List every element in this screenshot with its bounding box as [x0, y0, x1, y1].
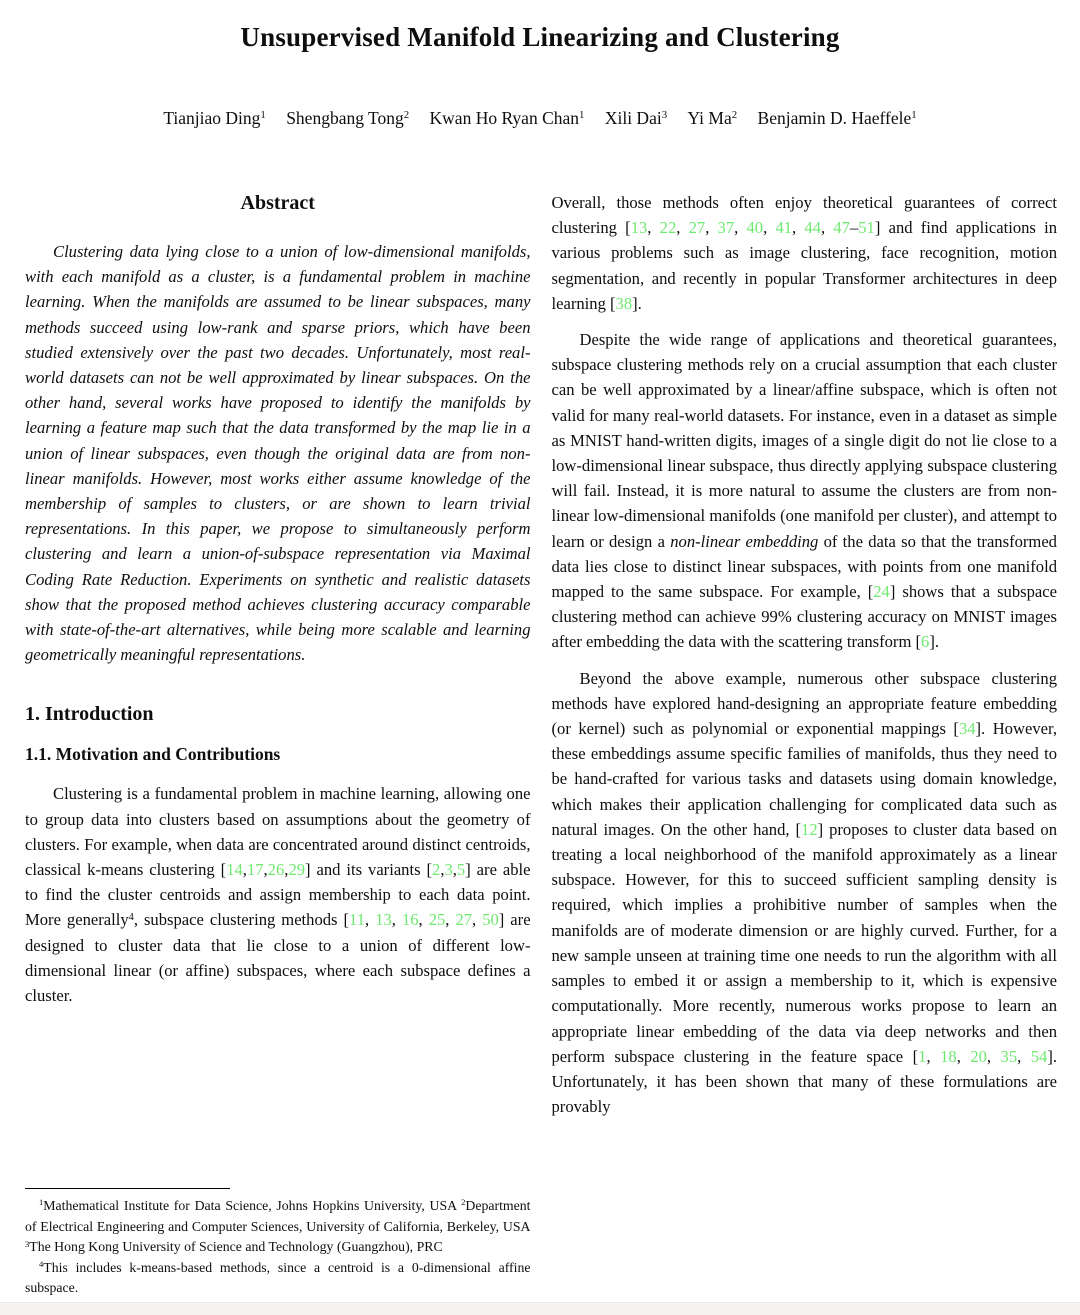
text-run: , — [365, 910, 376, 930]
citation-link[interactable]: 3 — [444, 860, 453, 880]
citation-link[interactable]: 25 — [428, 910, 446, 930]
intro-paragraph — [25, 781, 531, 1008]
citation-link[interactable]: 51 — [858, 218, 875, 238]
text-run: , — [284, 860, 289, 880]
citation-link[interactable]: 47 — [833, 218, 850, 238]
text-run: , — [763, 218, 776, 238]
footnote-rule — [25, 1188, 230, 1189]
citation-link[interactable]: 22 — [659, 218, 677, 238]
citation-link[interactable]: 11 — [349, 910, 366, 930]
citation-link[interactable]: 12 — [801, 819, 818, 839]
citation-link[interactable]: 54 — [1030, 1046, 1048, 1066]
citation-link[interactable]: 44 — [804, 218, 821, 238]
superscript-marker: 1 — [39, 1197, 44, 1208]
citation-link[interactable]: 5 — [456, 860, 466, 880]
text-run: ] shows that a subspace clustering method can achieve 99% clustering accuracy on MNIST images after embedding the data with the scattering transform [ — [551, 582, 1057, 652]
citation-link[interactable]: 14 — [226, 860, 243, 880]
author — [605, 108, 667, 128]
text-run: of the data so that the transformed data lies close to distinct linear subspaces, with points from one manifold mapped to the same subspace. For example, [ — [551, 531, 1057, 602]
text-run: ] proposes to cluster data based on treating a local neighborhood of the manifold approximately as a linear subspace. However, for this to succeed sufficient sampling density is required, which implies a prohibitive number of samples when the manifolds are of moderate dimension or are highly curved. Further, for a new sample unseen at training time one needs to run the algorithm with all samples to embed it or assign a membership to it, which is expensive computationally. More recently, numerous works propose to learn an appropriate linear embedding of the data via deep networks and then perform subspace clustering in the feature space [ — [551, 819, 1057, 1066]
text-run: , — [821, 218, 834, 238]
text-run: , — [956, 1046, 971, 1066]
section-heading-introduction: 1. Introduction — [25, 703, 154, 726]
text-run: , — [242, 860, 247, 880]
right-paragraph-1 — [552, 190, 1058, 316]
text-run: , — [452, 860, 457, 880]
text-run: – — [849, 218, 859, 238]
text-run: ] and find applications in various problems such as image clustering, face recognition, motion segmentation, and recently in popular Transformer architectures in deep learning [ — [551, 218, 1057, 313]
authors-line — [0, 108, 1080, 129]
text-run: ]. — [632, 293, 642, 313]
abstract-body: Clustering data lying close to a union of low-dimensional manifolds, with each manifold as a cluster, is a fundamental problem in machine learning. When the manifolds are assumed to be linear subspaces, many methods succeed using low-rank and sparse priors, which have been studied extensively over the past two decades. Unfortunately, most real-world datasets can not be well approximated by linear subspaces. On the other hand, several works have proposed to identify the manifolds by learning a feature map such that the data transformed by the map lie in a union of linear subspaces, even though the original data are from non-linear manifolds. However, most works either assume knowledge of the membership of samples to clusters, or are shown to learn trivial representations. In this paper, we propose to simultaneously perform clustering and learn a union-of-subspace representation via Maximal Coding Rate Reduction. Experiments on synthetic and realistic datasets show that the proposed method achieves clustering accuracy comparable with state-of-the-art alternatives, while being more scalable and learning geometrically meaningful representations. — [25, 242, 531, 665]
footnote-affiliations — [25, 1196, 531, 1258]
citation-link[interactable]: 1 — [918, 1046, 927, 1066]
text-run: , subspace clustering methods [ — [133, 910, 350, 930]
text-run: Clustering is a fundamental problem in machine learning, allowing one to group data into clusters based on assumptions about the geometry of clusters. For example, when data are concentrated around distinct centroids, classical k-means clustering [ — [25, 784, 531, 880]
citation-link[interactable]: 35 — [1000, 1046, 1018, 1066]
citation-link[interactable]: 34 — [958, 719, 976, 739]
text-run: ] and its variants [ — [305, 860, 433, 880]
text-run: Mathematical Institute for Data Science, Johns Hopkins University, USA — [43, 1198, 462, 1214]
citation-link[interactable]: 18 — [940, 1046, 957, 1066]
author-affiliation-superscript: 3 — [661, 109, 668, 122]
citation-link[interactable]: 40 — [746, 218, 764, 238]
citation-link[interactable]: 24 — [873, 582, 890, 602]
right-column — [552, 190, 1058, 1301]
text-run: , — [734, 218, 747, 238]
citation-link[interactable]: 27 — [688, 218, 706, 238]
author-name: Tianjiao Ding — [163, 108, 261, 128]
superscript-marker: 3 — [25, 1238, 30, 1249]
author — [163, 108, 266, 128]
text-run: Department of Electrical Engineering and Computer Sciences, University of California, Berkeley, USA — [25, 1198, 531, 1234]
citation-link[interactable]: 17 — [246, 860, 264, 880]
text-run: , — [676, 218, 689, 238]
author-name: Xili Dai — [604, 108, 662, 128]
author-affiliation-superscript: 1 — [911, 109, 917, 122]
citation-link[interactable]: 50 — [482, 910, 499, 930]
text-run: ] are designed to cluster data that lie close to a union of different low-dimensional linear (or affine) subspaces, where each subspace defines a cluster. — [25, 910, 531, 1006]
author-affiliation-superscript: 2 — [731, 109, 738, 122]
text-run: ]. Unfortunately, it has been shown that many of these formulations are provably — [551, 1046, 1058, 1117]
author-name: Shengbang Tong — [286, 108, 404, 128]
citation-link[interactable]: 13 — [630, 218, 648, 238]
citation-link[interactable]: 37 — [717, 218, 735, 238]
right-paragraph-3 — [552, 666, 1058, 1120]
emphasis-text: non-linear embedding — [670, 531, 819, 551]
abstract-heading: Abstract — [240, 192, 315, 214]
text-run: , — [391, 910, 402, 930]
footnote-4 — [25, 1258, 531, 1299]
author-affiliation-superscript: 1 — [260, 109, 266, 122]
two-column-layout — [25, 190, 1057, 1301]
citation-link[interactable]: 41 — [775, 218, 793, 238]
author-name: Benjamin D. Haeffele — [757, 108, 912, 128]
author-name: Kwan Ho Ryan Chan — [429, 108, 580, 128]
page-title: Unsupervised Manifold Linearizing and Clustering — [240, 22, 840, 52]
superscript-marker: 2 — [461, 1197, 466, 1208]
superscript-marker: 4 — [128, 911, 134, 923]
page-bottom-edge — [0, 1302, 1080, 1315]
text-run: ]. However, these embeddings assume specific families of manifolds, thus they need to be hand-crafted for various tasks and datasets using domain knowledge, which makes their application challenging for complicated data such as natural images. On the other hand, [ — [551, 719, 1058, 839]
citation-link[interactable]: 2 — [432, 860, 441, 880]
text-run: , — [792, 218, 805, 238]
text-run: ] are able to find the cluster centroids and assign membership to each data point. More generally — [25, 860, 531, 930]
superscript-marker: 4 — [39, 1259, 44, 1270]
abstract-section — [25, 192, 531, 667]
right-paragraph-2 — [552, 327, 1058, 655]
text-run: , — [986, 1046, 1001, 1066]
author — [688, 108, 738, 128]
author-affiliation-superscript: 1 — [579, 109, 585, 122]
text-run: , — [472, 910, 483, 930]
citation-link[interactable]: 13 — [375, 910, 392, 930]
text-run: , — [418, 910, 429, 930]
footnotes-block — [25, 1188, 531, 1299]
text-run: , — [705, 218, 718, 238]
text-run: Overall, those methods often enjoy theoretical guarantees of correct clustering [ — [551, 193, 1057, 238]
citation-link[interactable]: 29 — [288, 860, 306, 880]
author-affiliation-superscript: 2 — [403, 109, 410, 122]
text-run: , — [647, 218, 660, 238]
citation-link[interactable]: 16 — [401, 910, 419, 930]
text-run: ]. — [929, 632, 940, 652]
text-run: The Hong Kong University of Science and Technology (Guangzhou), PRC — [29, 1239, 443, 1255]
text-run: Despite the wide range of applications and theoretical guarantees, subspace clustering methods rely on a crucial assumption that each cluster can be well approximated by a linear/affine subspace, which is often not valid for many real-world datasets. For instance, even in a dataset as simple as MNIST hand-written digits, images of a single digit do not lie close to a low-dimensional linear subspace, thus directly applying subspace clustering will fail. Instead, it is more natural to assume the clusters are from non-linear low-dimensional manifolds (one manifold per cluster), and attempt to learn or design a — [551, 330, 1057, 551]
author — [286, 108, 409, 128]
left-column — [25, 190, 531, 1301]
citation-link[interactable]: 27 — [455, 910, 473, 930]
text-run: , — [440, 860, 445, 880]
citation-link[interactable]: 20 — [970, 1046, 987, 1066]
text-run: , — [926, 1046, 941, 1066]
author-name: Yi Ma — [687, 108, 732, 128]
author — [758, 108, 917, 128]
text-run: This includes k-means-based methods, since a centroid is a 0-dimensional affine subspace. — [25, 1259, 531, 1296]
citation-link[interactable]: 6 — [921, 632, 930, 652]
text-run: Beyond the above example, numerous other subspace clustering methods have explored hand-designing an appropriate feature embedding (or kernel) such as polynomial or exponential mappings [ — [551, 668, 1057, 739]
citation-link[interactable]: 26 — [267, 860, 285, 880]
subsection-heading-motivation: 1.1. Motivation and Contributions — [25, 744, 281, 765]
author — [430, 108, 585, 128]
text-run: , — [263, 860, 268, 880]
citation-link[interactable]: 38 — [615, 293, 633, 313]
text-run: , — [445, 910, 456, 930]
text-run: , — [1017, 1046, 1031, 1066]
